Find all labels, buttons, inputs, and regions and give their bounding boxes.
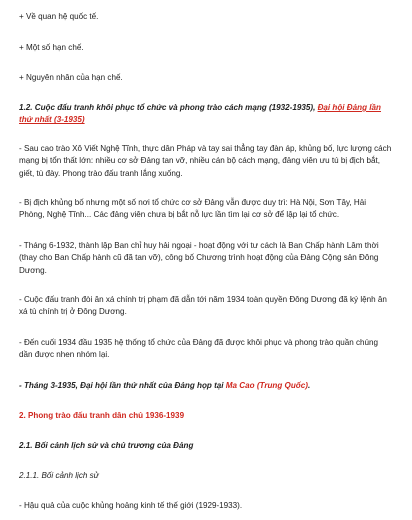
bullet-nguyen-nhan: + Nguyên nhân của hạn chế. (19, 73, 123, 82)
paragraph-3: - Tháng 6-1932, thành lập Ban chỉ huy hải ngoại - hoạt động với tư cách là Ban Chấp hành Lâm thời (thay cho Ban Chấp hành cũ đã tan vỡ), công bố Chương trình hoạt động của Đảng Cộng sản Đông Dương. (19, 241, 379, 275)
ma-cao-text: Ma Cao (Trung Quốc) (225, 381, 308, 390)
paragraph-5: - Đến cuối 1934 đầu 1935 hệ thống tổ chức của Đảng đã được khôi phục và phong trào quần chúng dần được nhen nhóm lại. (19, 338, 379, 360)
paragraph-6 (19, 380, 392, 392)
section-2-heading: 2. Phong trào đấu tranh dân chủ 1936-1939 (19, 411, 185, 420)
bullet-quan-he-quoc-te: + Về quan hệ quốc tế. (19, 12, 99, 21)
section-1-2-title: 1.2. Cuộc đấu tranh khôi phục tổ chức và phong trào cách mạng (1932-1935), (19, 103, 318, 112)
bullet-han-che: + Một số hạn chế. (19, 43, 84, 52)
dai-hoi-statement: - Tháng 3-1935, Đại hội lần thứ nhất của Đảng họp tại (19, 381, 226, 390)
paragraph-2: - Bị địch khủng bố nhưng một số nơi tổ chức cơ sở Đảng vẫn được duy trì: Hà Nội, Sơn Tây, Hải Phòng, Nghệ Tĩnh... Các đảng viên chưa bị bắt nỗ lực lần tìm lại cơ sở để lập lại tổ chức. (19, 198, 367, 220)
paragraph-1: - Sau cao trào Xô Viết Nghệ Tĩnh, thực dân Pháp và tay sai thẳng tay đàn áp, khủng bố, lực lượng cách mạng bị tổn thất lớn: nhiều cơ sở Đảng tan vỡ, nhiều cán bộ cách mạng, đảng viên ưu tú bị địch bắt, giết, tù đày. Phong trào đấu tranh lắng xuống. (19, 144, 392, 178)
section-2-1-heading: 2.1. Bối cảnh lịch sử và chủ trương của Đảng (19, 441, 194, 450)
dai-hoi-link[interactable]: Đại hội Đảng lần thứ nhất (3-1935) (19, 103, 381, 125)
paragraph-4: - Cuộc đấu tranh đòi ân xá chính trị phạm đã dẫn tới năm 1934 toàn quyền Đông Dương đã ký lệnh ân xá tù chính trị ở Đông Dương. (19, 295, 387, 317)
section-2-1-1-heading: 2.1.1. Bối cảnh lịch sử (19, 471, 99, 480)
list-item-khung-hoang: - Hậu quả của cuộc khủng hoảng kinh tế thế giới (1929-1933). (19, 501, 243, 510)
period: . (307, 381, 311, 390)
section-1-2-heading (19, 102, 392, 127)
